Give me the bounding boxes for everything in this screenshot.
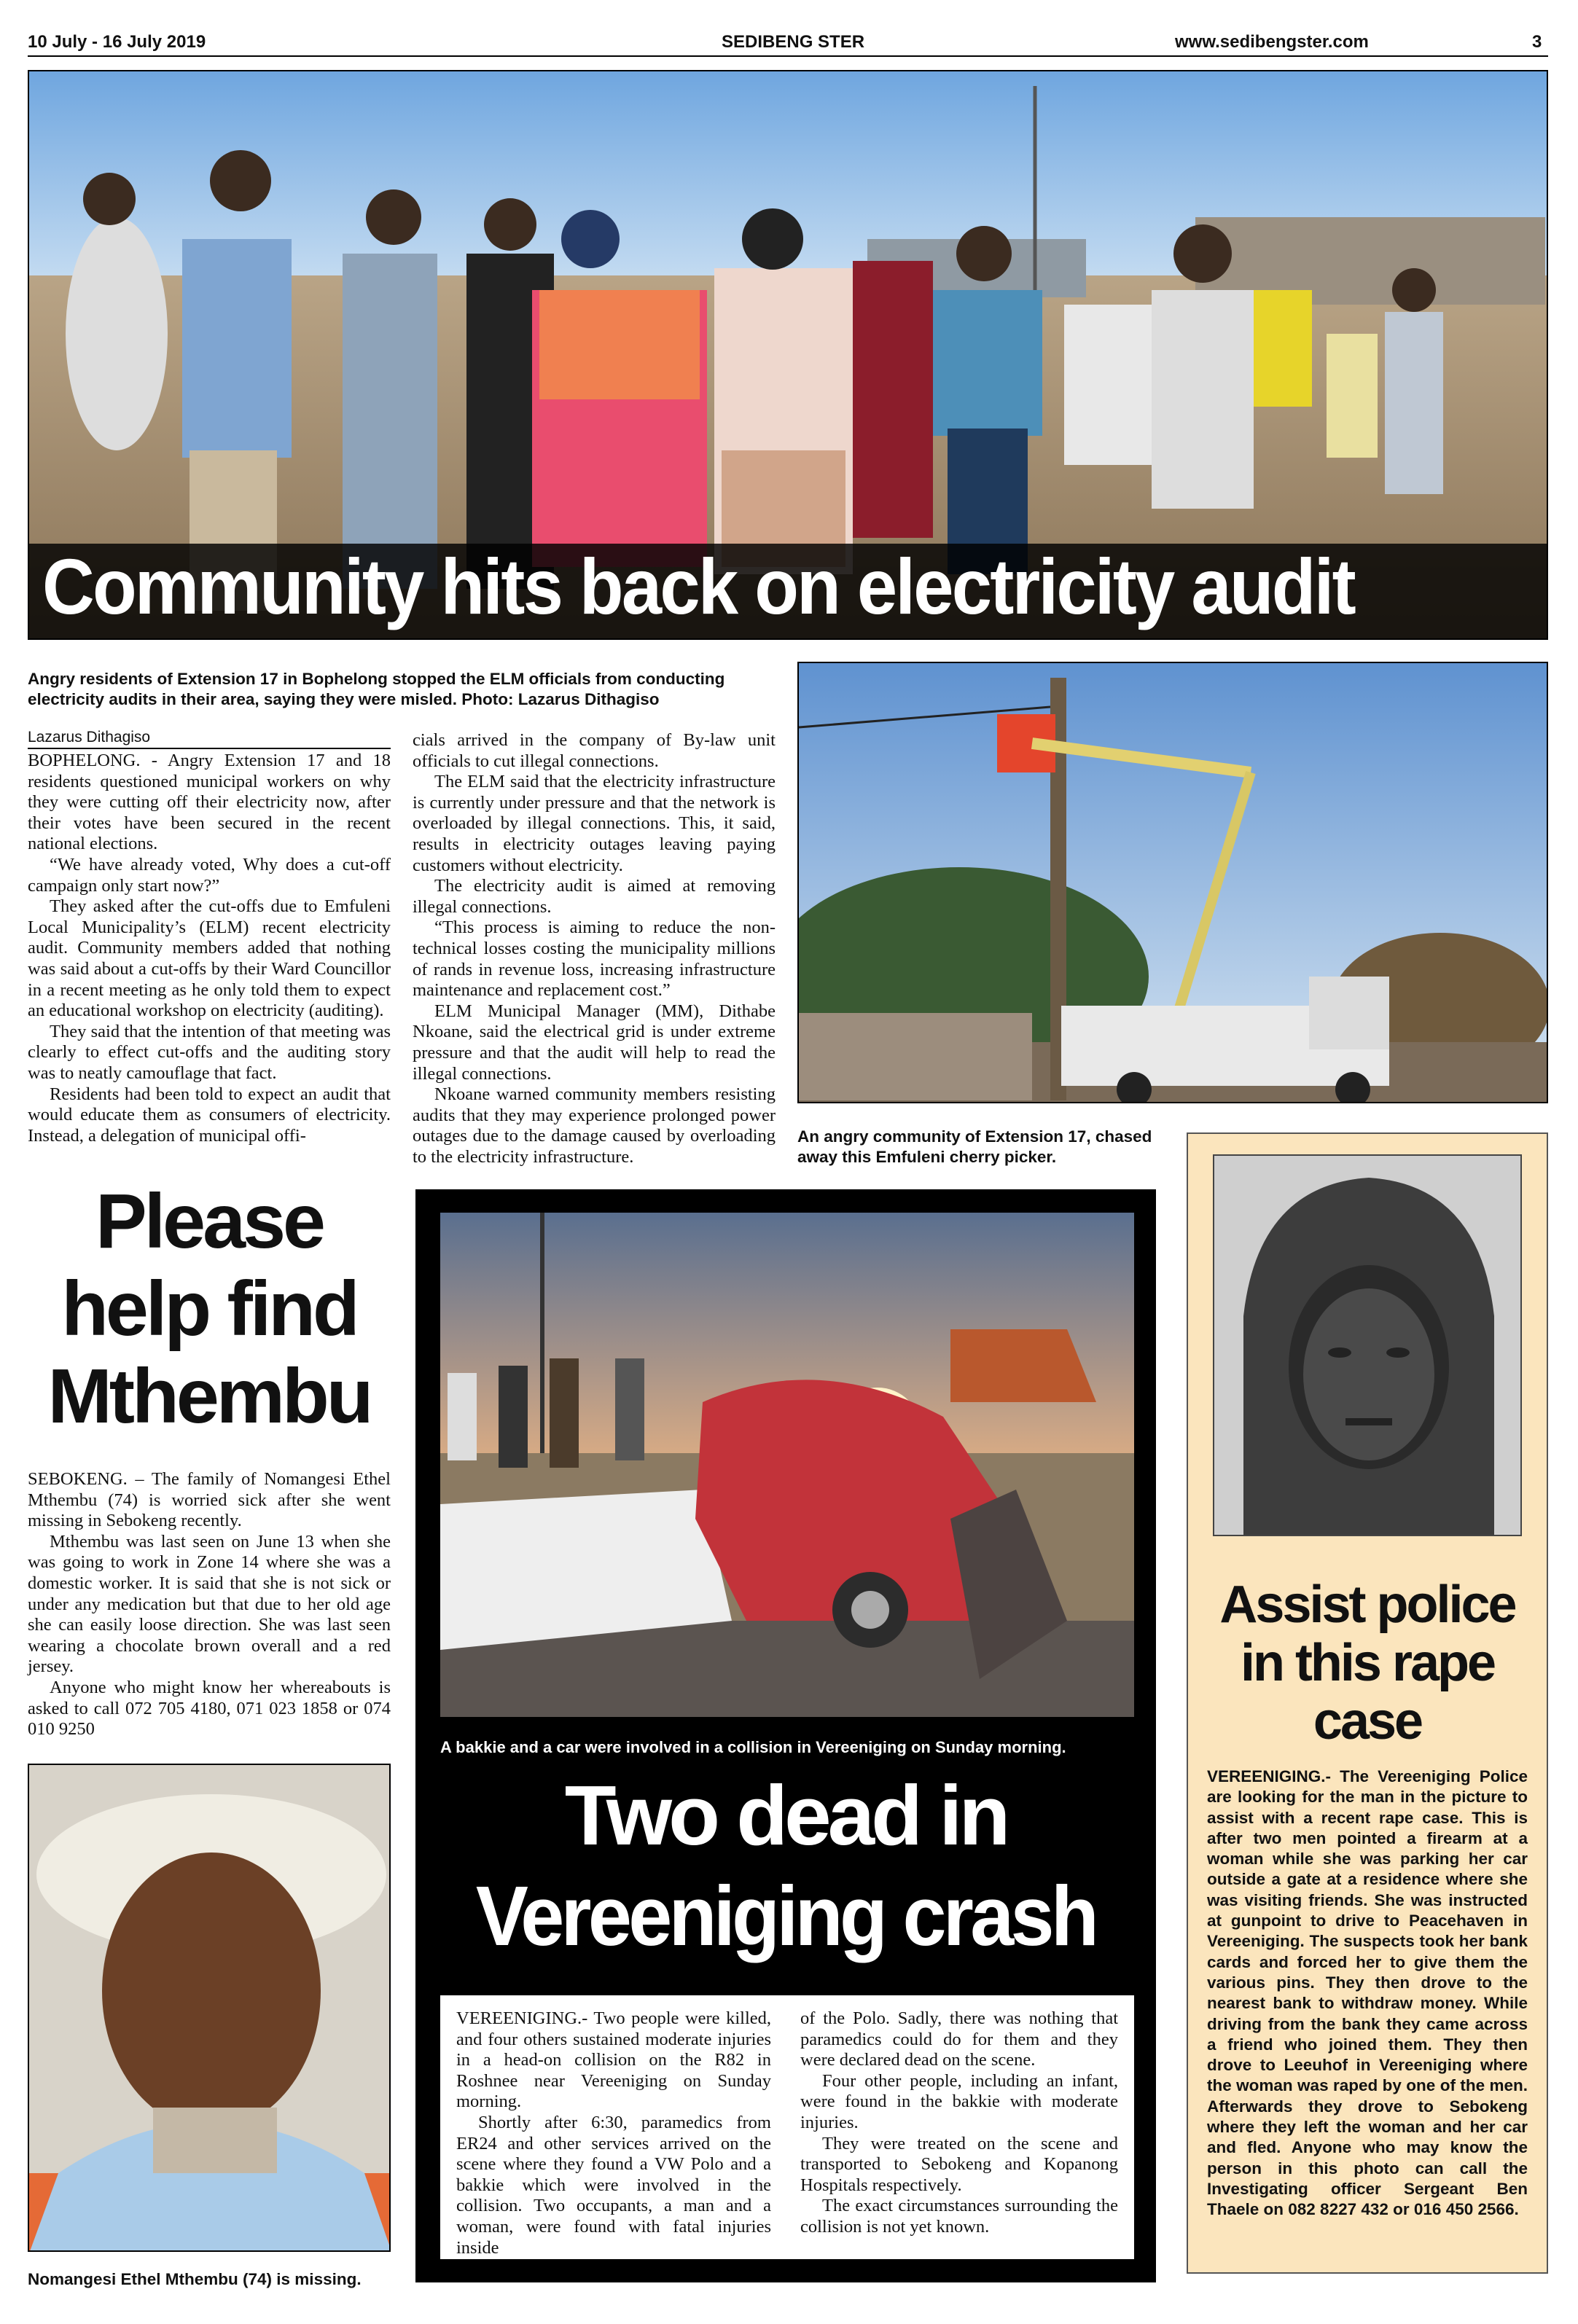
crash-col2-p2: Four other people, including an infant, were found in the bakkie with moderate injuries. xyxy=(800,2070,1118,2132)
lead-col2-p6: Nkoane warned community members resisting audits that they may experience prolonged power outages due to the damage caused by overloading to the electricity infrastructure. xyxy=(413,1084,776,1167)
lead-col1-p1: BOPHELONG. - Angry Extension 17 and 18 residents questioned municipal workers on why they were cutting off their electricity now, after their votes have been secured in the recent national elections. xyxy=(28,751,391,854)
missing-headline-line1: Please xyxy=(95,1178,323,1264)
lead-col2-p4: “This process is aiming to reduce the non-technical losses costing the municipality millions of rands in revenue loss, increasing infrastructure maintenance and replacement cost.” xyxy=(413,918,776,1001)
issue-dates: 10 July - 16 July 2019 xyxy=(28,32,206,52)
lead-headline: Community hits back on electricity audit xyxy=(42,542,1354,630)
crash-col1-p2: Shortly after 6:30, paramedics from ER24 and other services arrived on the scene where they found a VW Polo and a bakkie which were involved in the collision. Two occupants, a man and a woman, were found with fatal injuries inside xyxy=(456,2112,771,2258)
crash-headline xyxy=(415,1765,1156,1966)
header-rule xyxy=(28,55,1548,57)
missing-headline xyxy=(28,1178,391,1440)
lead-photo-caption: Angry residents of Extension 17 in Bophelong stopped the ELM officials from conducting electricity audits in their area, saying they were misled. Photo: Lazarus Dithagiso xyxy=(28,670,725,708)
lead-col2 xyxy=(413,730,776,1167)
missing-p2: Mthembu was last seen on June 13 when she was going to work in Zone 14 where she was a domestic worker. It is said that she is not sick or under any medication but that due to her old age she can easily loose direction. She was last seen wearing a chocolate brown overall and a red jersey. xyxy=(28,1531,391,1677)
rape-headline-line3: case xyxy=(1313,1692,1422,1750)
rape-headline-line1: Assist police xyxy=(1219,1576,1515,1634)
byline: Lazarus Dithagiso xyxy=(28,729,391,749)
page-number: 3 xyxy=(1532,32,1542,52)
lead-col1-p3: They asked after the cut-offs due to Emfuleni Local Municipality’s (ELM) recent electricity audit. Community members added that nothing was said about a cut-offs by their Ward Councillor in a recent meeting as he only told them to expect an educational workshop on electricity (auditing). xyxy=(28,896,391,1021)
missing-p1: SEBOKENG. – The family of Nomangesi Ethel Mthembu (74) is worried sick after she went missing in Sebokeng recently. xyxy=(28,1469,391,1531)
crash-col2-p3: They were treated on the scene and transported to Sebokeng and Kopanong Hospitals respectively. xyxy=(800,2133,1118,2195)
paper-name: SEDIBENG STER xyxy=(722,32,865,52)
crash-photo xyxy=(440,1213,1134,1717)
crash-col1-p1: VEREENIGING.- Two people were killed, and four others sustained moderate injuries in a head-on collision on the R82 in Roshnee near Vereeniging on Sunday morning. xyxy=(456,2008,771,2112)
suspect-photo xyxy=(1213,1154,1522,1536)
crash-col2-p1: of the Polo. Sadly, there was nothing that paramedics could do for them and they were declared dead on the scene. xyxy=(800,2008,1118,2070)
crash-headline-line1: Two dead in xyxy=(564,1768,1007,1863)
cherry-picker-caption: An angry community of Extension 17, chased away this Emfuleni cherry picker. xyxy=(797,1127,1152,1166)
crash-col2-p4: The exact circumstances surrounding the collision is not yet known. xyxy=(800,2196,1118,2237)
rape-headline xyxy=(1187,1576,1548,1750)
missing-headline-line3: Mthembu xyxy=(47,1353,371,1439)
missing-photo xyxy=(28,1764,391,2252)
lead-col2-p2: The ELM said that the electricity infrastructure is currently under pressure and that the network is overloaded by illegal connections. This, it said, results in electricity outages leaving paying customers without electricity. xyxy=(413,772,776,875)
missing-p3: Anyone who might know her whereabouts is asked to call 072 705 4180, 071 023 1858 or 074 010 9250 xyxy=(28,1677,391,1740)
lead-col2-p1: cials arrived in the company of By-law unit officials to cut illegal connections. xyxy=(413,730,776,771)
lead-col1-p2: “We have already voted, Why does a cut-off campaign only start now?” xyxy=(28,854,391,896)
crash-headline-line2: Vereeniging crash xyxy=(475,1869,1096,1963)
missing-body xyxy=(28,1469,391,1740)
rape-headline-line2: in this rape xyxy=(1240,1634,1495,1692)
lead-col2-p3: The electricity audit is aimed at removing illegal connections. xyxy=(413,876,776,917)
lead-col1-p5: Residents had been told to expect an audit that would educate them as consumers of electricity. Instead, a delegation of municipal offi- xyxy=(28,1084,391,1146)
crash-col2 xyxy=(800,2008,1118,2238)
cherry-picker-photo xyxy=(797,662,1548,1103)
website[interactable]: www.sedibengster.com xyxy=(1175,32,1369,52)
missing-photo-caption: Nomangesi Ethel Mthembu (74) is missing. xyxy=(28,2270,362,2288)
missing-headline-line2: help find xyxy=(61,1266,357,1352)
lead-col1 xyxy=(28,751,391,1146)
lead-col2-p5: ELM Municipal Manager (MM), Dithabe Nkoane, said the electrical grid is under extreme pressure and that the audit will help to read the illegal connections. xyxy=(413,1001,776,1084)
crash-photo-caption: A bakkie and a car were involved in a collision in Vereeniging on Sunday morning. xyxy=(440,1738,1066,1756)
crash-col1 xyxy=(456,2008,771,2258)
lead-col1-p4: They said that the intention of that meeting was clearly to effect cut-offs and the auditing story was to neatly camouflage that fact. xyxy=(28,1021,391,1083)
rape-body: VEREENIGING.- The Vereeniging Police are looking for the man in the picture to assist with a recent rape case. This is after two men pointed a firearm at a woman while she was parking her car outside a gate at a residence where she was visiting friends. She was instructed at gunpoint to drive to Peacehaven in Vereeniging. The suspects took her bank cards and forced her to give them the various pins. They then drove to the nearest bank to withdraw money. While driving from the bank they came across a friend who joined them. They then drove to Leeuhof in Vereeniging where the woman was raped by one of the men. Afterwards they drove to Sebokeng where they left the woman and her car and fled. Anyone who may know the person in this photo can call the Investigating officer Sergeant Ben Thaele on 082 8227 432 or 016 450 2566. xyxy=(1207,1767,1528,2219)
